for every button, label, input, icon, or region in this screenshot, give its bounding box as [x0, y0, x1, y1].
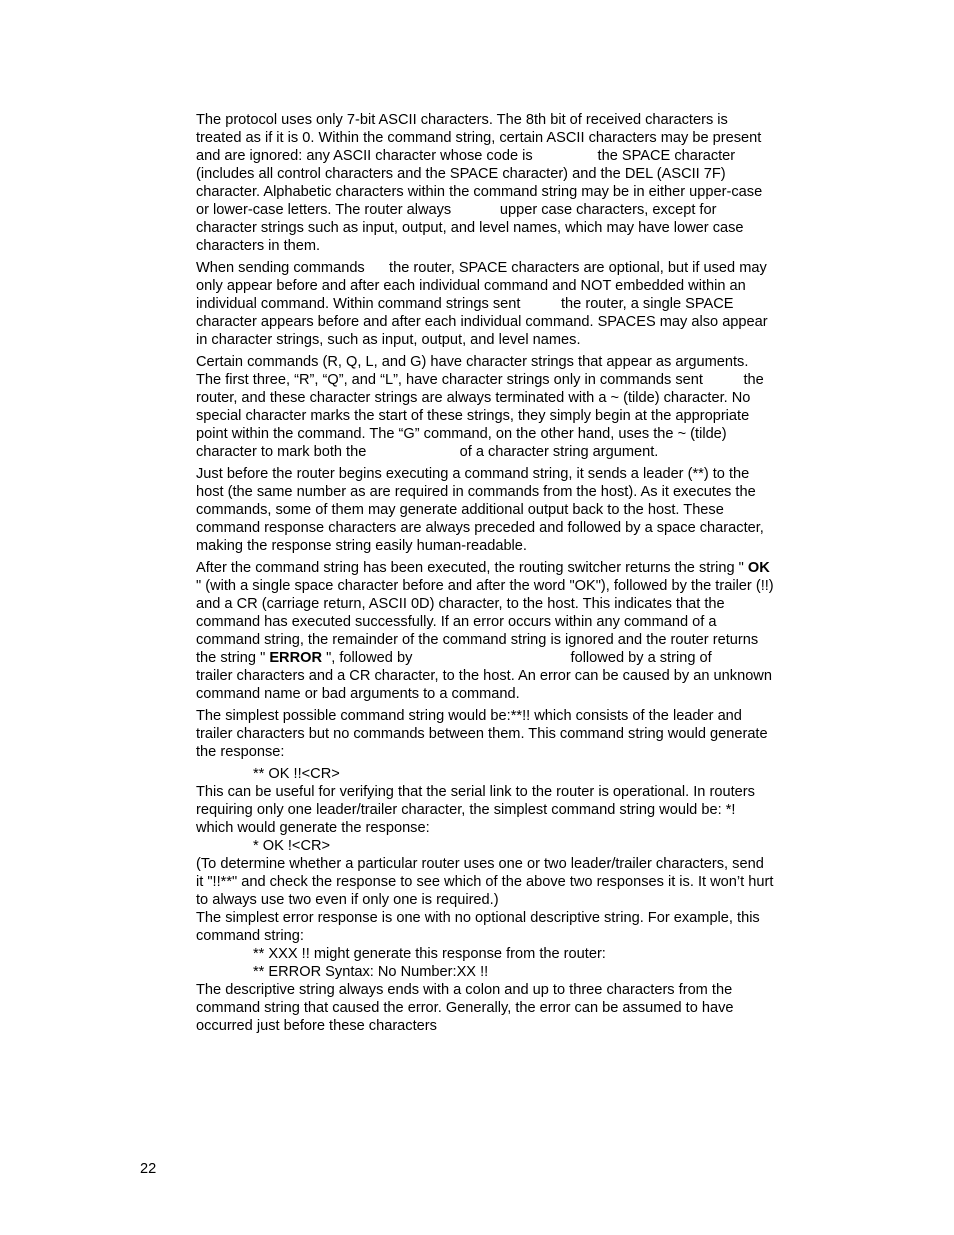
text-fragment: the string " — [196, 650, 270, 666]
paragraph-simplest-command — [196, 707, 818, 761]
paragraph-ok-error — [196, 559, 818, 703]
text-line: The simplest possible command string would be:**!! which consists of the leader and — [196, 708, 742, 724]
examples-block — [196, 765, 818, 1035]
text-line: character strings such as input, output, and level names, which may have lower case — [196, 220, 744, 236]
text-fragment: After the command string has been executed, the routing switcher returns the string " — [196, 560, 748, 576]
text-line: character to mark both the of a character string argument. — [196, 444, 659, 460]
paragraph-leader — [196, 465, 818, 555]
text-line: and are ignored: any ASCII character whose code is the SPACE character — [196, 148, 736, 164]
text-line: The descriptive string always ends with a colon and up to three characters from the — [196, 982, 733, 998]
text-line: command string that caused the error. Generally, the error can be assumed to have — [196, 1000, 734, 1016]
text-line: command string, the remainder of the command string is ignored and the router returns — [196, 632, 759, 648]
text-line: command has executed successfully. If an error occurs within any command of a — [196, 614, 717, 630]
ok-keyword: OK — [747, 560, 770, 576]
text-line: command name or bad arguments to a command. — [196, 686, 520, 702]
page-number: 22 — [140, 1161, 157, 1177]
text-line: command response characters are always preceded and followed by a space character, — [196, 520, 764, 536]
text-line: router, and these character strings are always terminated with a ~ (tilde) character. No — [196, 390, 751, 406]
paragraph-ascii-protocol — [196, 111, 818, 255]
text-line: the response: — [196, 744, 285, 760]
text-line: and a CR (carriage return, ASCII 0D) character, to the host. This indicates that the — [196, 596, 725, 612]
text-line: Certain commands (R, Q, L, and G) have character strings that appear as arguments. — [196, 354, 749, 370]
text-line: it "!!**" and check the response to see which of the above two responses it is. It won’t hurt — [196, 874, 774, 890]
text-line: only appear before and after each individual command and NOT embedded within an — [196, 278, 746, 294]
text-line: (includes all control characters and the SPACE character) and the DEL (ASCII 7F) — [196, 166, 726, 182]
text-line: host (the same number as are required in commands from the host). As it executes the — [196, 484, 756, 500]
text-line — [196, 559, 818, 577]
code-example-ok-response: ** OK !!<CR> — [253, 766, 340, 782]
text-line: trailer characters and a CR character, to the host. An error can be caused by an unknown — [196, 668, 772, 684]
text-line: The first three, “R”, “Q”, and “L”, have character strings only in commands sent the — [196, 372, 764, 388]
text-line: character appears before and after each individual command. SPACES may also appear — [196, 314, 768, 330]
text-line: trailer characters but no commands between them. This command string would generate — [196, 726, 768, 742]
text-line: requiring only one leader/trailer character, the simplest command string would be: *! — [196, 802, 736, 818]
text-line: special character marks the start of these strings, they simply begin at the appropriate — [196, 408, 750, 424]
text-line — [196, 649, 818, 667]
error-keyword: ERROR — [269, 650, 323, 666]
paragraph-string-arguments — [196, 353, 818, 461]
text-line: occurred just before these characters — [196, 1018, 437, 1034]
text-line: or lower-case letters. The router always upper case characters, except for — [196, 202, 717, 218]
text-line: which would generate the response: — [196, 820, 430, 836]
text-line: command string: — [196, 928, 304, 944]
text-line: The protocol uses only 7-bit ASCII characters. The 8th bit of received characters is — [196, 112, 728, 128]
text-line: in character strings, such as input, output, and level names. — [196, 332, 581, 348]
text-line: When sending commands the router, SPACE characters are optional, but if used may — [196, 260, 767, 276]
text-line: individual command. Within command strings sent the router, a single SPACE — [196, 296, 734, 312]
text-line: " (with a single space character before and after the word "OK"), followed by the trailer (!!) — [196, 578, 774, 594]
text-line: commands, some of them may generate additional output back to the host. These — [196, 502, 724, 518]
text-line: Just before the router begins executing a command string, it sends a leader (**) to the — [196, 466, 750, 482]
text-line: This can be useful for verifying that the serial link to the router is operational. In routers — [196, 784, 755, 800]
text-line: character. Alphabetic characters within the command string may be in either upper-case — [196, 184, 763, 200]
text-line: point within the command. The “G” command, on the other hand, uses the ~ (tilde) — [196, 426, 727, 442]
text-line: treated as if it is 0. Within the command string, certain ASCII characters may be present — [196, 130, 762, 146]
code-example-xxx-command: ** XXX !! might generate this response from the router: — [253, 946, 606, 962]
text-fragment: ", followed by followed by a string of — [322, 650, 712, 666]
text-line: characters in them. — [196, 238, 321, 254]
text-line: (To determine whether a particular router uses one or two leader/trailer characters, send — [196, 856, 764, 872]
code-example-single-ok: * OK !<CR> — [253, 838, 331, 854]
text-line: to always use two even if only one is required.) — [196, 892, 499, 908]
text-line: making the response string easily human-readable. — [196, 538, 527, 554]
code-example-error-response: ** ERROR Syntax: No Number:XX !! — [253, 964, 489, 980]
document-body — [196, 111, 818, 1035]
paragraph-space-characters — [196, 259, 818, 349]
text-line: The simplest error response is one with no optional descriptive string. For example, this — [196, 910, 760, 926]
